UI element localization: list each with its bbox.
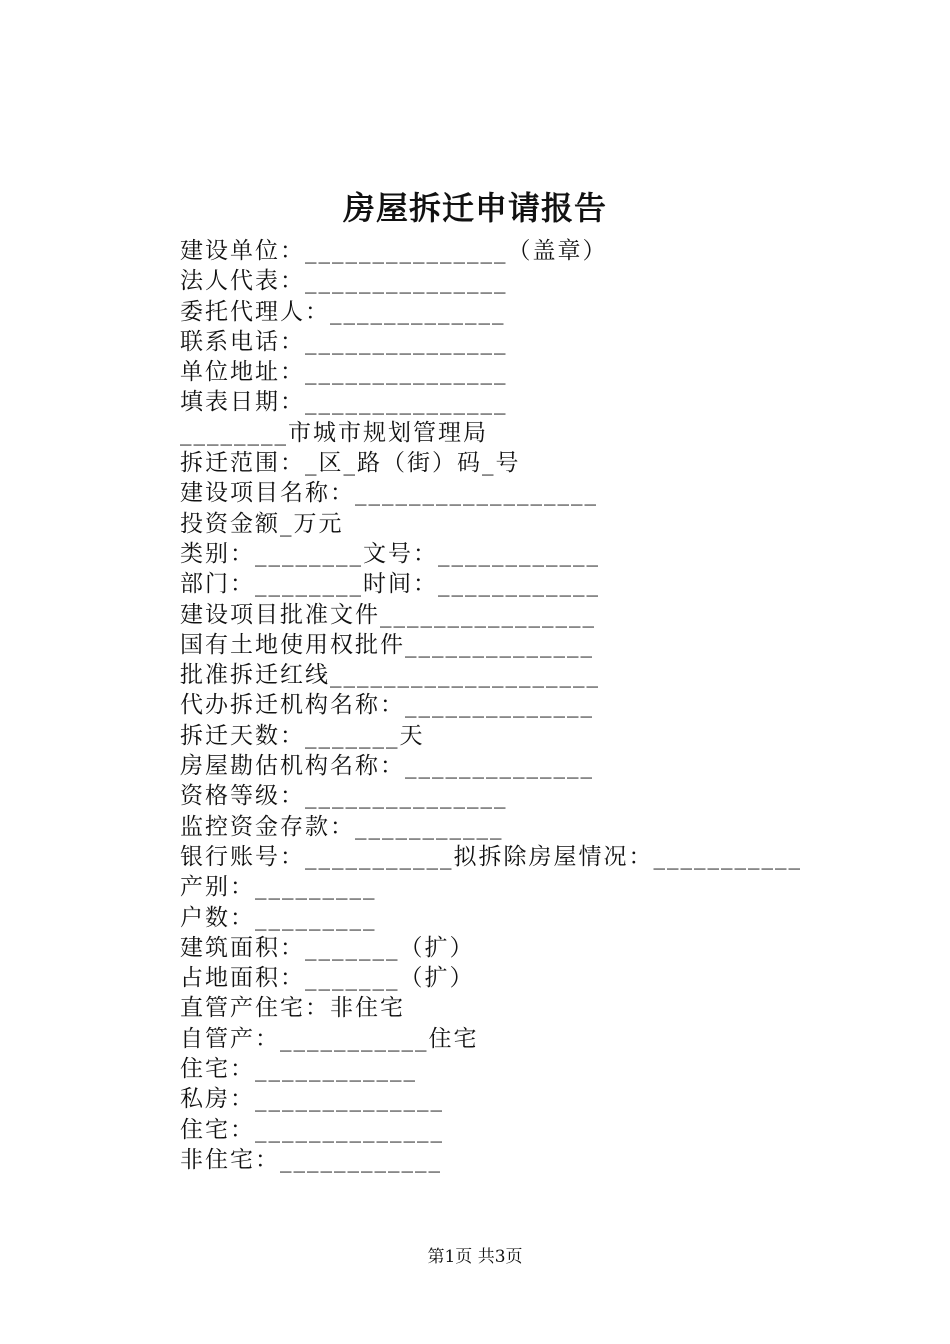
field-land-use-approval: 国有土地使用权批件______________ xyxy=(180,631,594,658)
field-project-name: 建设项目名称：__________________ xyxy=(180,480,598,507)
page-footer: 第1页 共3页 xyxy=(427,1247,523,1267)
field-monitoring-funds: 监控资金存款：___________ xyxy=(180,813,504,840)
field-demolition-red-line: 批准拆迁红线____________________ xyxy=(180,662,600,689)
field-residential-1: 住宅：____________ xyxy=(180,1056,417,1083)
document-title: 房屋拆迁申请报告 xyxy=(342,189,607,227)
field-residential-2: 住宅：______________ xyxy=(180,1116,444,1143)
field-agency-name: 代办拆迁机构名称：______________ xyxy=(180,692,594,719)
field-demolition-scope: 拆迁范围：_区_路（街）码_号 xyxy=(180,450,521,477)
field-self-managed: 自管产：___________住宅 xyxy=(180,1025,479,1052)
form-fields xyxy=(180,236,820,1175)
field-authorized-agent: 委托代理人：_____________ xyxy=(180,298,506,325)
field-property-type: 产别：_________ xyxy=(180,874,377,901)
field-fill-date: 填表日期：_______________ xyxy=(180,389,508,416)
field-construction-unit: 建设单位：_______________（盖章） xyxy=(180,238,608,264)
field-contact-phone: 联系电话：_______________ xyxy=(180,328,508,355)
field-category-document-number: 类别：________文号：____________ xyxy=(180,540,600,567)
field-building-area: 建筑面积：_______（扩） xyxy=(180,934,475,961)
field-qualification-level: 资格等级：_______________ xyxy=(180,783,508,810)
field-bank-account-houses: 银行账号：___________拟拆除房屋情况：___________ xyxy=(180,843,802,870)
field-household-count: 户数：_________ xyxy=(180,904,377,931)
field-department-time: 部门：________时间：____________ xyxy=(180,571,600,598)
field-private-housing: 私房：______________ xyxy=(180,1086,444,1113)
field-land-area: 占地面积：_______（扩） xyxy=(180,965,475,992)
field-directly-managed: 直管产住宅：非住宅 xyxy=(180,995,405,1022)
field-project-approval-document: 建设项目批准文件________________ xyxy=(180,601,596,628)
field-appraisal-agency: 房屋勘估机构名称：______________ xyxy=(180,753,594,780)
field-demolition-days: 拆迁天数：_______天 xyxy=(180,722,425,749)
field-non-residential: 非住宅：____________ xyxy=(180,1146,442,1173)
field-investment-amount: 投资金额_万元 xyxy=(180,510,344,537)
field-planning-bureau: ________市城市规划管理局 xyxy=(180,419,488,446)
field-legal-representative: 法人代表：_______________ xyxy=(180,268,508,295)
field-unit-address: 单位地址：_______________ xyxy=(180,359,508,386)
